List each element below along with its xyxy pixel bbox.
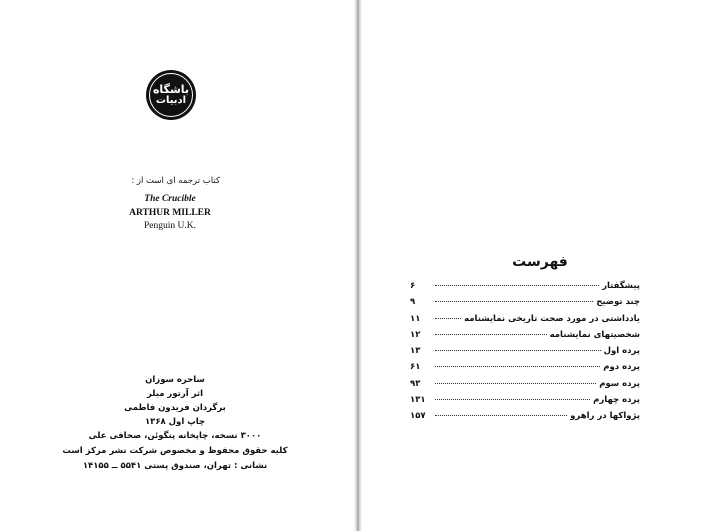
toc-row <box>410 346 640 362</box>
toc-entry-page: ۱۵۷ <box>410 411 426 422</box>
colophon-line-translator: برگردان فریدون فاطمی <box>124 403 226 413</box>
toc-leader-dots <box>435 285 599 286</box>
colophon-line-rights: کلیه حقوق محفوظ و مخصوص شرکت نشر مرکز است <box>62 446 288 456</box>
toc-entry-label: پرده دوم <box>603 362 640 373</box>
table-of-contents <box>410 281 640 428</box>
toc-leader-dots <box>435 301 593 302</box>
toc-entry-label: چند توضیح <box>596 297 640 308</box>
toc-leader-dots <box>435 399 590 400</box>
toc-row <box>410 395 640 411</box>
toc-entry-label: پرده سوم <box>599 378 640 389</box>
toc-leader-dots <box>435 415 567 416</box>
toc-entry-page: ۱۳۱ <box>410 395 426 406</box>
original-author: ARTHUR MILLER <box>129 208 211 218</box>
toc-entry-page: ۶ <box>410 281 416 291</box>
original-title: The Crucible <box>144 194 196 204</box>
left-page <box>0 0 356 531</box>
colophon-line-author: اثر آرتور میلر <box>146 389 204 399</box>
toc-entry-page: ۱۲ <box>410 329 421 340</box>
toc-entry-page: ۹۳ <box>410 378 421 389</box>
colophon-line-title: ساحره سوزان <box>145 375 205 385</box>
toc-row <box>410 362 640 378</box>
page-gutter <box>354 0 362 531</box>
toc-entry-label: یادداشتی در مورد صحت تاریخی نمایشنامه <box>464 313 640 324</box>
toc-leader-dots <box>435 383 596 384</box>
toc-row <box>410 297 640 313</box>
toc-entry-label: پیشگفتار <box>602 281 640 291</box>
publisher-seal-logo <box>146 70 196 120</box>
toc-entry-label: پژواکها در راهرو <box>570 411 640 422</box>
toc-entry-page: ۱۳ <box>410 346 421 357</box>
toc-leader-dots <box>435 366 600 367</box>
toc-entry-page: ۹ <box>410 297 416 308</box>
toc-entry-label: شخصیتهای نمایشنامه <box>549 329 640 340</box>
toc-row <box>410 314 640 330</box>
seal-ring <box>149 73 193 117</box>
colophon-line-address: نشانی : تهران، صندوق پستی ۵۵۴۱ ــ ۱۴۱۵۵ <box>82 461 268 471</box>
colophon-line-edition: چاپ اول ۱۳۶۸ <box>144 417 206 427</box>
toc-leader-dots <box>435 350 601 351</box>
toc-leader-dots <box>435 334 547 335</box>
toc-entry-label: پرده اول <box>603 346 640 357</box>
toc-row <box>410 281 640 297</box>
toc-entry-page: ۶۱ <box>410 362 421 373</box>
toc-entry-page: ۱۱ <box>410 313 421 324</box>
seal-line-2: ادبیات <box>155 94 187 106</box>
toc-row <box>410 379 640 395</box>
seal-line-1: باشگاه <box>152 82 190 96</box>
original-publisher: Penguin U.K. <box>144 221 196 231</box>
toc-row <box>410 411 640 427</box>
toc-title: فهرست <box>512 254 568 270</box>
toc-leader-dots <box>435 318 461 319</box>
toc-row <box>410 330 640 346</box>
toc-entry-label: پرده چهارم <box>593 395 640 406</box>
colophon-line-print: ۳۰۰۰ نسخه، چاپخانه پنگوئن، صحافی علی <box>88 431 262 441</box>
translation-note: کتاب ترجمه ای است از : <box>131 176 220 186</box>
